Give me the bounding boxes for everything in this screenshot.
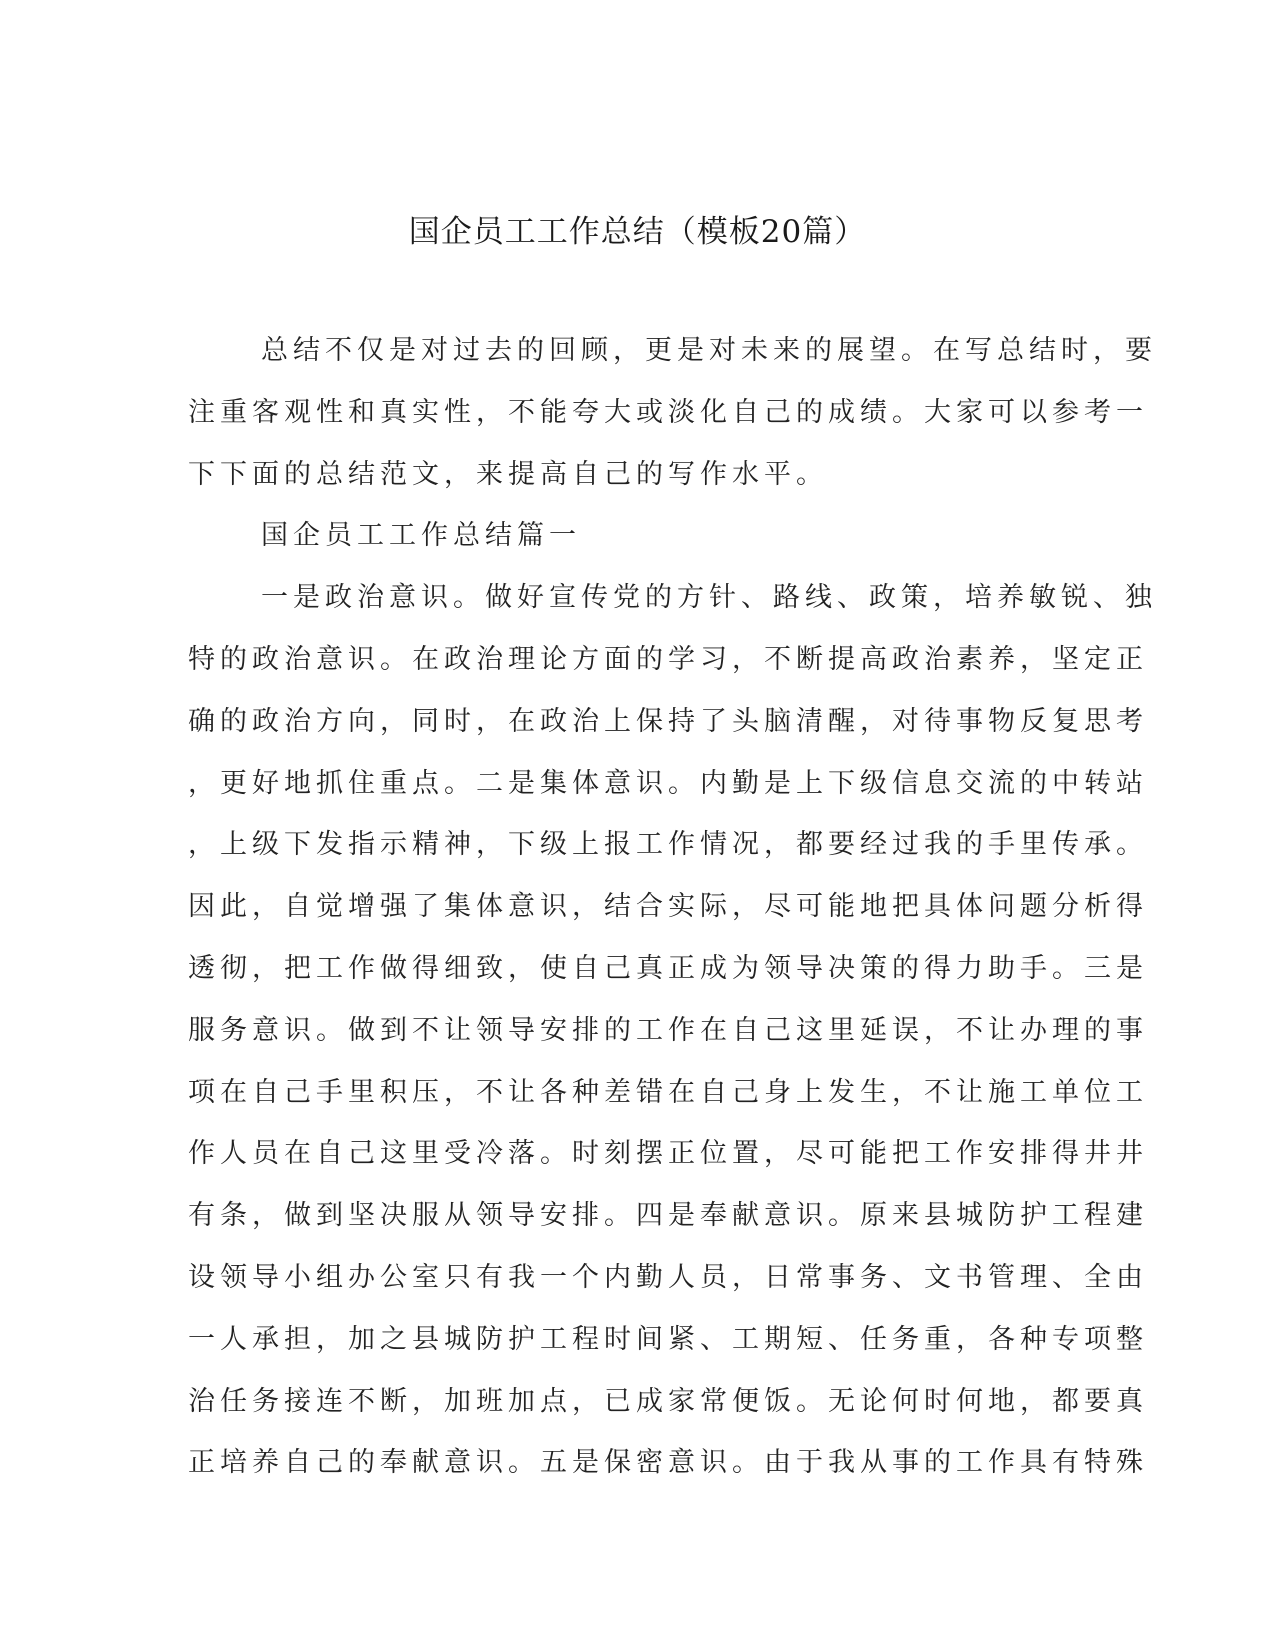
text-line: 注重客观性和真实性，不能夸大或淡化自己的成绩。大家可以参考一 — [188, 396, 1148, 428]
document-body — [188, 330, 1157, 1504]
text-line: 透彻，把工作做得细致，使自己真正成为领导决策的得力助手。三是 — [188, 952, 1148, 984]
document-title: 国企员工工作总结（模板20篇） — [408, 214, 867, 250]
text-line: 作人员在自己这里受冷落。时刻摆正位置，尽可能把工作安排得井井 — [188, 1138, 1148, 1170]
text-line: 服务意识。做到不让领导安排的工作在自己这里延误，不让办理的事 — [188, 1014, 1148, 1046]
text-line: 一人承担，加之县城防护工程时间紧、工期短、任务重，各种专项整 — [188, 1323, 1148, 1355]
text-line: 总结不仅是对过去的回顾，更是对未来的展望。在写总结时，要 — [261, 335, 1157, 366]
text-line: 设领导小组办公室只有我一个内勤人员，日常事务、文书管理、全由 — [188, 1261, 1148, 1293]
text-line: ，上级下发指示精神，下级上报工作情况，都要经过我的手里传承。 — [188, 829, 1148, 861]
text-line: 下下面的总结范文，来提高自己的写作水平。 — [188, 458, 828, 490]
text-line: 项在自己手里积压，不让各种差错在自己身上发生，不让施工单位工 — [188, 1076, 1148, 1108]
text-line: ，更好地抓住重点。二是集体意识。内勤是上下级信息交流的中转站 — [188, 767, 1148, 799]
section-heading: 国企员工工作总结篇一 — [261, 520, 581, 552]
text-line: 一是政治意识。做好宣传党的方针、路线、政策，培养敏锐、独 — [261, 582, 1157, 614]
text-line: 特的政治意识。在政治理论方面的学习，不断提高政治素养，坚定正 — [188, 643, 1148, 675]
text-line: 因此，自觉增强了集体意识，结合实际，尽可能地把具体问题分析得 — [188, 891, 1148, 923]
text-line: 治任务接连不断，加班加点，已成家常便饭。无论何时何地，都要真 — [188, 1385, 1148, 1417]
text-line: 确的政治方向，同时，在政治上保持了头脑清醒，对待事物反复思考 — [188, 705, 1148, 737]
text-line: 正培养自己的奉献意识。五是保密意识。由于我从事的工作具有特殊 — [188, 1447, 1148, 1479]
text-line: 有条，做到坚决服从领导安排。四是奉献意识。原来县城防护工程建 — [188, 1200, 1148, 1232]
